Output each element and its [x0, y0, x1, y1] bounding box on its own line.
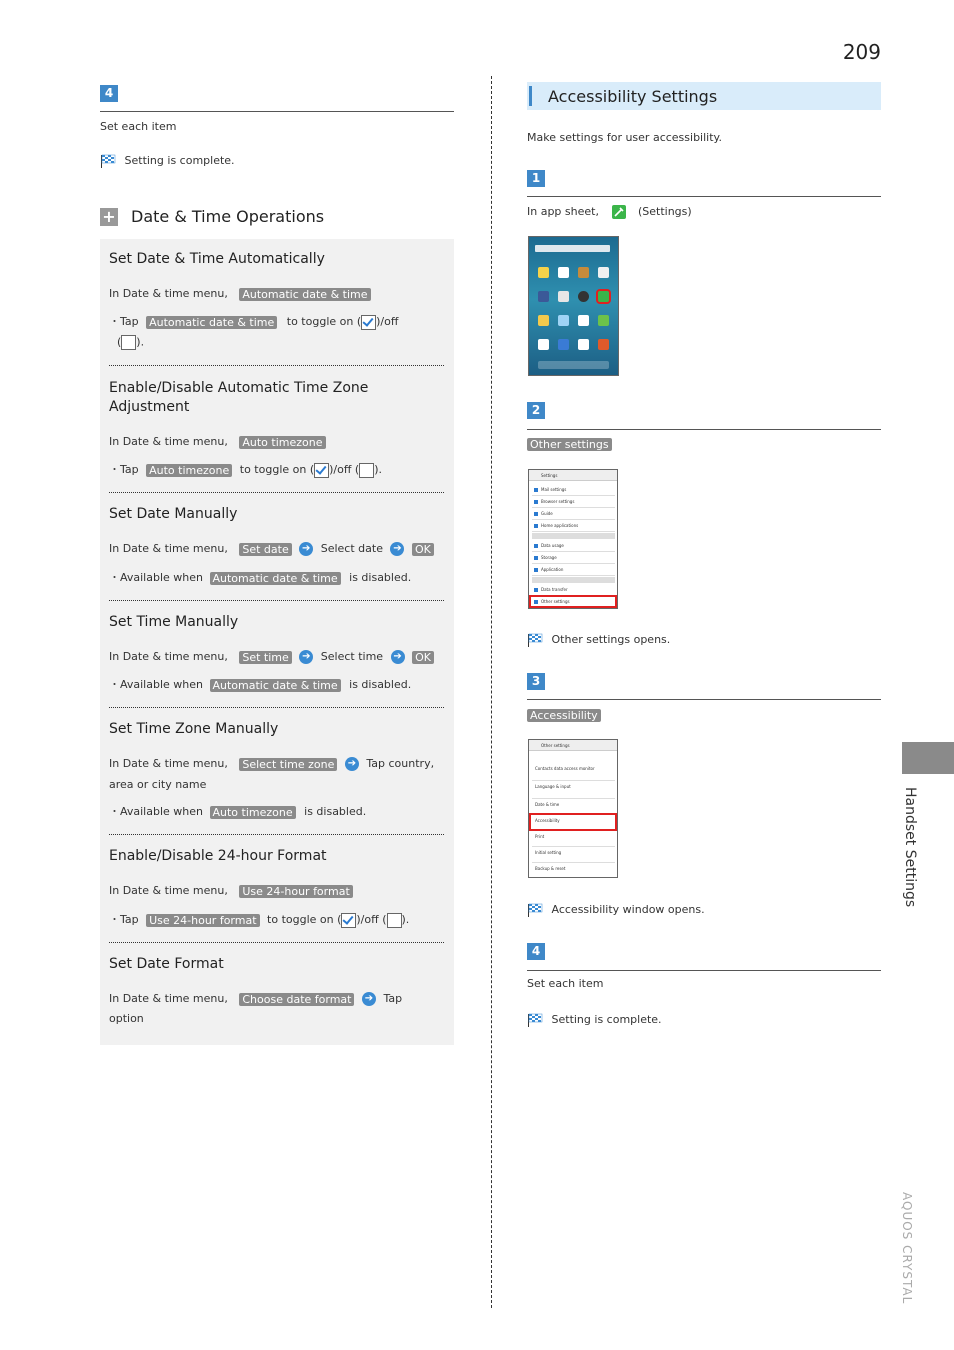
completion-note: [100, 154, 235, 168]
text: )/off: [376, 315, 399, 328]
settings-screen-thumbnail: [528, 469, 618, 609]
instruction-line: [109, 884, 353, 898]
brand-footer: AQUOS CRYSTAL: [900, 1192, 914, 1305]
app-icon: [598, 339, 609, 350]
list-item-label: Other settings: [541, 599, 570, 604]
text: In Date & time menu,: [109, 650, 228, 663]
arrow-right-icon: ➔: [390, 542, 404, 556]
screen-header-text: Settings: [541, 473, 558, 478]
completion-note: [527, 1013, 662, 1027]
list-item: [532, 497, 615, 508]
checkbox-checked-icon: [361, 315, 376, 330]
menu-item-button: Set date: [239, 543, 291, 556]
menu-item-button: Use 24-hour format: [239, 885, 352, 898]
checkered-flag-icon: [100, 154, 116, 168]
block-title: Set Time Zone Manually: [109, 721, 279, 737]
instruction-line: [109, 803, 366, 819]
text: In Date & time menu,: [109, 757, 228, 770]
checkered-flag-icon: [527, 633, 543, 647]
arrow-right-icon: ➔: [299, 650, 313, 664]
menu-item-button: Select time zone: [239, 758, 337, 771]
instruction-line: [109, 435, 326, 449]
checkbox-unchecked-icon: [121, 335, 136, 350]
block-title-cont: Adjustment: [109, 399, 190, 415]
divider-rule: [527, 970, 881, 971]
category-bar: [532, 577, 615, 583]
text: is disabled.: [349, 571, 412, 584]
app-icon: [558, 267, 569, 278]
instruction-line: [109, 313, 398, 330]
list-item-label: Date & time: [535, 802, 560, 807]
block-title: Enable/Disable 24-hour Format: [109, 848, 327, 864]
ok-button: OK: [412, 543, 434, 556]
settings-app-icon: [598, 291, 609, 302]
other-settings-button: Other settings: [527, 438, 612, 451]
completion-note: [527, 633, 670, 647]
checkered-flag-icon: [527, 903, 543, 917]
text: to toggle on (: [239, 463, 315, 476]
settings-app-icon: [612, 205, 626, 219]
list-item-label: Storage: [541, 555, 557, 560]
list-item-label: Data usage: [541, 543, 564, 548]
text: Tap: [383, 992, 403, 1005]
app-icon: [578, 291, 589, 302]
dotted-divider: [109, 600, 444, 601]
menu-item-button: Automatic date & time: [210, 572, 341, 585]
app-icon: [578, 339, 589, 350]
checkbox-unchecked-icon: [387, 913, 402, 928]
step-3-badge: 3: [527, 673, 545, 690]
list-item: [532, 782, 615, 799]
app-icon: [558, 339, 569, 350]
completion-text: Setting is complete.: [124, 154, 235, 167]
menu-item-button: Automatic date & time: [146, 316, 277, 329]
arrow-right-icon: ➔: [299, 542, 313, 556]
instruction-line: [109, 757, 434, 771]
text: In Date & time menu,: [109, 884, 228, 897]
text: to toggle on (: [286, 315, 362, 328]
text: ・Available when: [109, 678, 203, 691]
app-icon: [538, 267, 549, 278]
arrow-right-icon: ➔: [362, 992, 376, 1006]
app-icon: [538, 291, 549, 302]
list-item-label: Mail settings: [541, 487, 567, 492]
text: In Date & time menu,: [109, 542, 228, 555]
menu-item-button: Set time: [239, 651, 291, 664]
list-item-label: Language & input: [535, 784, 571, 789]
text: ).: [136, 335, 145, 349]
plus-icon: +: [100, 208, 118, 226]
completion-text: Setting is complete.: [551, 1013, 662, 1026]
menu-item-button: Auto timezone: [239, 436, 325, 449]
app-icon: [578, 315, 589, 326]
list-item: [532, 565, 615, 576]
list-item-label: Initial setting: [535, 850, 562, 855]
text: to toggle on (: [267, 913, 342, 926]
step-text: [527, 437, 612, 451]
text: In Date & time menu,: [109, 435, 228, 448]
menu-item-button: Use 24-hour format: [146, 914, 259, 927]
dotted-divider: [109, 834, 444, 835]
text: In Date & time menu,: [109, 992, 228, 1005]
text: ).: [401, 913, 410, 926]
page-number: 209: [842, 40, 881, 64]
text: ・Tap: [109, 315, 139, 328]
text: is disabled.: [349, 678, 412, 691]
text: Tap country,: [366, 757, 435, 770]
list-item: [532, 541, 615, 552]
instruction-line: [117, 335, 144, 350]
text: )/off (: [356, 913, 387, 926]
menu-item-button: Auto timezone: [146, 464, 232, 477]
checkered-flag-icon: [527, 1013, 543, 1027]
list-item: [532, 764, 615, 781]
list-item: [532, 864, 615, 876]
dotted-divider: [109, 365, 444, 366]
step-1-badge: 1: [527, 170, 545, 187]
list-item-label: Home applications: [541, 523, 579, 528]
list-item-label: Browser settings: [541, 499, 575, 504]
checkbox-unchecked-icon: [359, 463, 374, 478]
list-item-label: Backup & reset: [535, 866, 566, 871]
completion-text: Accessibility window opens.: [551, 903, 705, 916]
text: ・Available when: [109, 805, 203, 818]
step-text: [527, 205, 692, 219]
column-divider: [491, 76, 492, 1308]
app-icon: [538, 339, 549, 350]
screen-header-text: Other settings: [541, 743, 570, 748]
dotted-divider: [109, 942, 444, 943]
list-item: [532, 521, 615, 532]
app-icon: [558, 315, 569, 326]
divider-rule: [100, 111, 454, 112]
highlight-frame: [529, 813, 617, 831]
step-2-badge: 2: [527, 402, 545, 419]
text: ・Tap: [109, 913, 139, 926]
arrow-right-icon: ➔: [345, 757, 359, 771]
block-title: Set Date Format: [109, 956, 224, 972]
divider-rule: [527, 699, 881, 700]
search-bar: [535, 245, 610, 252]
list-item-label: Print: [535, 834, 545, 839]
category-bar: [532, 533, 615, 539]
section-title: Accessibility Settings: [548, 87, 718, 106]
menu-item-button: Automatic date & time: [210, 679, 341, 692]
divider-rule: [527, 429, 881, 430]
list-item-label: Accessibility: [535, 818, 560, 823]
completion-note: [527, 903, 705, 917]
app-icon: [598, 267, 609, 278]
screen-header: [529, 470, 617, 481]
accessibility-button: Accessibility: [527, 709, 601, 722]
instruction-line: [109, 992, 402, 1006]
completion-text: Other settings opens.: [551, 633, 671, 646]
text: ).: [374, 463, 383, 476]
list-item: [532, 485, 615, 496]
highlight-frame: [529, 595, 617, 608]
app-icon: [578, 267, 589, 278]
text: )/off (: [329, 463, 360, 476]
divider-rule: [527, 196, 881, 197]
chapter-tab: [902, 742, 954, 774]
instruction-line: option: [109, 1012, 144, 1025]
ok-button: OK: [412, 651, 434, 664]
instruction-line: area or city name: [109, 778, 207, 791]
app-icon: [558, 291, 569, 302]
menu-item-button: Automatic date & time: [239, 288, 370, 301]
step-text: [527, 708, 601, 722]
text: Select date: [320, 542, 383, 555]
app-icon: [538, 315, 549, 326]
instruction-line: [109, 676, 411, 692]
step-4-badge: 4: [100, 85, 118, 102]
section-header-accent: [529, 86, 532, 106]
instruction-line: [109, 287, 371, 301]
text: ・Available when: [109, 571, 203, 584]
home-screen-thumbnail: [528, 236, 619, 376]
other-settings-screen-thumbnail: [528, 739, 618, 878]
list-item-label: Guide: [541, 511, 553, 516]
menu-item-button: Choose date format: [239, 993, 354, 1006]
intro-text: Make settings for user accessibility.: [527, 131, 722, 144]
list-item: [532, 832, 615, 847]
text: ・Tap: [109, 463, 139, 476]
dotted-divider: [109, 492, 444, 493]
checkbox-checked-icon: [314, 463, 329, 478]
list-item-label: Data transfer: [541, 587, 568, 592]
dock: [538, 361, 609, 369]
text: is disabled.: [304, 805, 367, 818]
block-title: Set Date & Time Automatically: [109, 251, 325, 267]
dotted-divider: [109, 707, 444, 708]
list-item: [532, 848, 615, 863]
section-title: Date & Time Operations: [131, 207, 325, 226]
chapter-label: Handset Settings: [902, 787, 918, 908]
instruction-line: [109, 911, 409, 928]
checkbox-checked-icon: [341, 913, 356, 928]
text: (: [117, 335, 122, 349]
list-item: [532, 509, 615, 520]
text: In app sheet,: [527, 205, 599, 218]
instruction-line: [109, 569, 411, 585]
arrow-right-icon: ➔: [391, 650, 405, 664]
list-item: [532, 553, 615, 564]
menu-item-button: Auto timezone: [210, 806, 296, 819]
list-item-label: Application: [541, 567, 564, 572]
block-title: Set Date Manually: [109, 506, 238, 522]
instruction-line: [109, 650, 434, 664]
app-icon: [598, 315, 609, 326]
text: (Settings): [637, 205, 692, 218]
instruction-line: [109, 542, 434, 556]
step-text: Set each item: [100, 120, 177, 133]
step-4-badge: 4: [527, 943, 545, 960]
list-item-label: Contacts data access monitor: [535, 766, 595, 771]
block-title: Set Time Manually: [109, 614, 239, 630]
block-title: Enable/Disable Automatic Time Zone: [109, 380, 369, 396]
text: In Date & time menu,: [109, 287, 228, 300]
instruction-line: [109, 461, 382, 478]
text: Select time: [320, 650, 384, 663]
screen-header: [529, 740, 617, 751]
step-text: Set each item: [527, 977, 604, 990]
